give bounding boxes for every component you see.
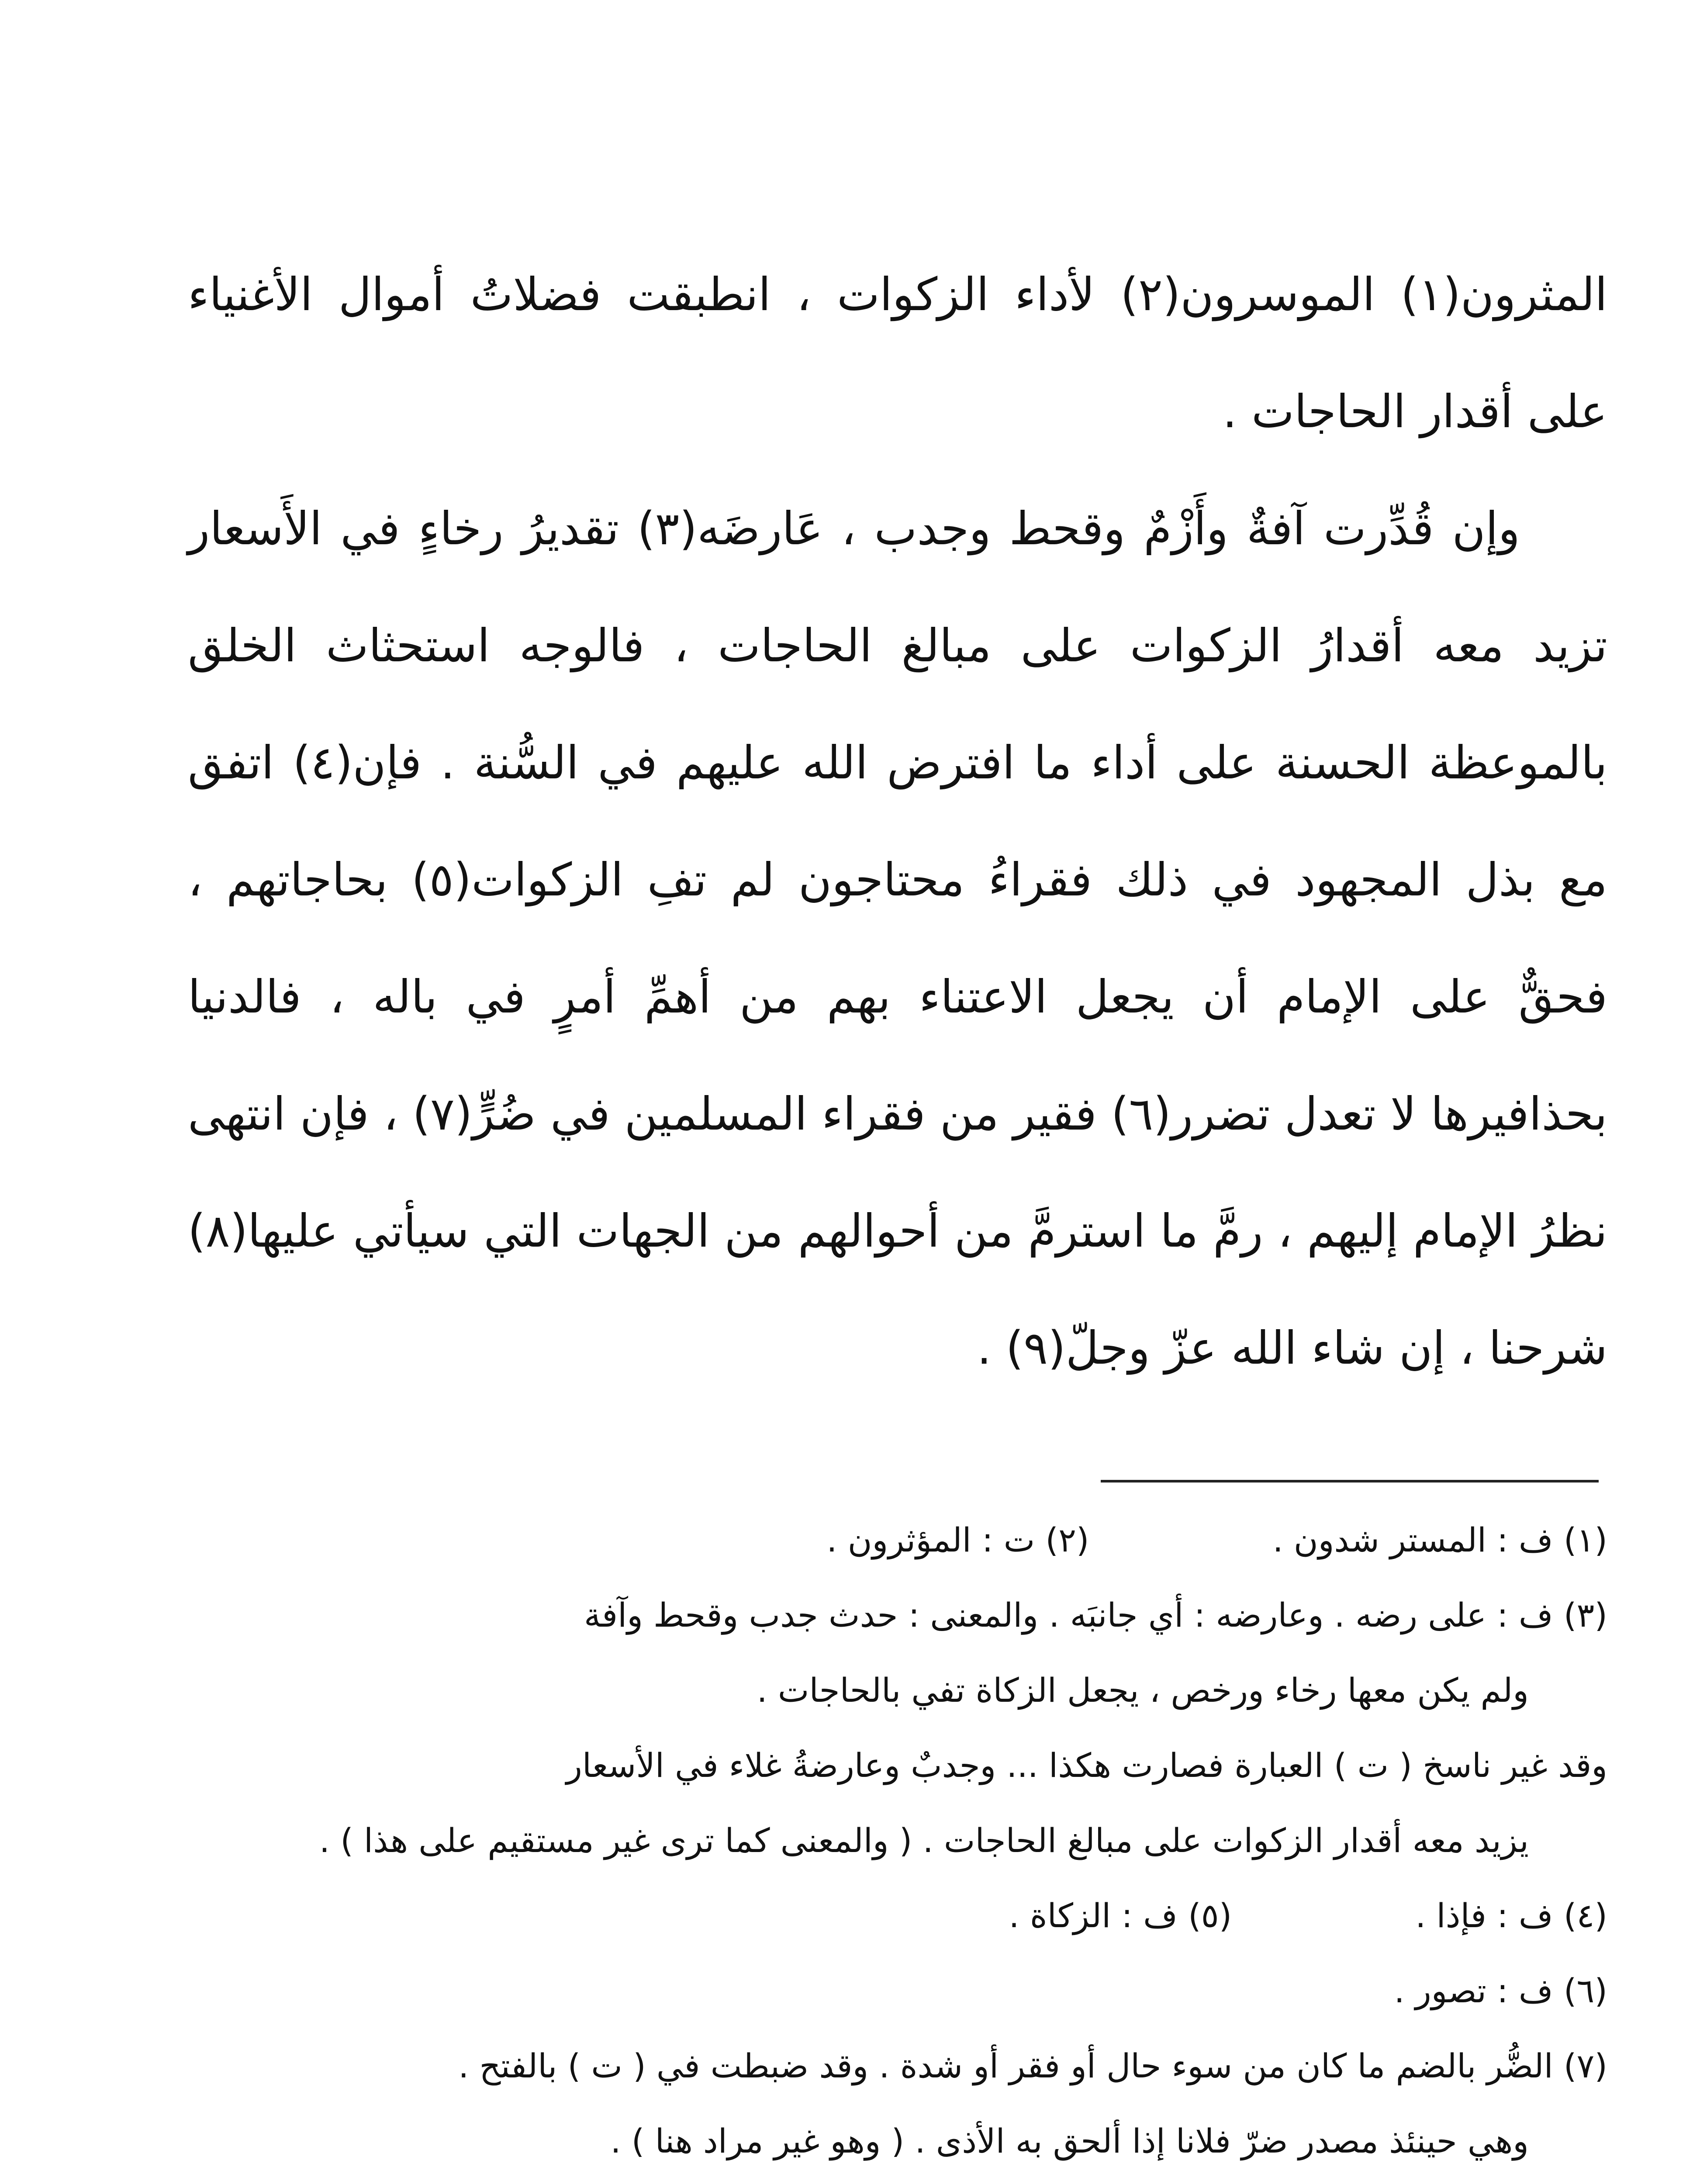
footnote-item: (٤) ف : فإذا . — [1415, 1896, 1607, 1935]
footnote-line — [188, 2179, 1607, 2184]
footnote-line — [188, 1728, 1607, 1803]
footnote-item — [903, 2179, 1118, 2184]
footnote-line — [188, 2104, 1607, 2179]
footnote-item: يزيد معه أقدار الزكوات على مبالغ الحاجات . ( والمعنى كما ترى غير مستقيم على هذا ) . — [319, 1821, 1529, 1860]
footnote-line — [188, 1953, 1607, 2028]
footnotes — [188, 1503, 1607, 2184]
paragraph-2: وإن قُدِّرت آفةٌ وأَزْمٌ وقحط وجدب ، عَارضَه(٣) تقديرُ رخاءٍ في الأَسعار تزيد معه أقدارُ الزكوات على مبالغ الحاجات ، فالوجه استحثاث الخلق بالموعظة الحسنة على أداء ما افترض الله عليهم في السُّنة . فإن(٤) اتفق مع بذل المجهود في ذلك فقراءُ محتاجون لم تفِ الزكوات(٥) بحاجاتهم ، فحقٌّ على الإمام أن يجعل الاعتناء بهم من أهمِّ أمرٍ في باله ، فالدنيا بحذافيرها لا تعدل تضرر(٦) فقير من فقراء المسلمين في ضُرٍّ(٧) ، فإن انتهى نظرُ الإمام إليهم ، رمَّ ما استرمَّ من أحوالهم من الجهات التي سيأتي عليها(٨) شرحنا ، إن شاء الله عزّ وجلّ(٩) . — [188, 502, 1607, 1375]
footnote-item: (٣) ف : على رضه . وعارضه : أي جانبَه . والمعنى : حدث جدب وقحط وآفة — [584, 1596, 1607, 1635]
footnote-item — [1302, 2179, 1607, 2184]
footnote-line — [188, 1503, 1607, 1578]
footnote-item: (٧) الضُّر بالضم ما كان من سوء حال أو فقر أو شدة . وقد ضبطت في ( ت ) بالفتح . — [458, 2046, 1607, 2085]
main-text — [188, 236, 1607, 1406]
footnote-line — [188, 2028, 1607, 2104]
paragraph-1: المثرون(١) الموسرون(٢) لأداء الزكوات ، انطبقت فضلاتُ أموال الأغنياء على أقدار الحاجات . — [188, 268, 1607, 438]
footnote-divider — [1101, 1480, 1599, 1482]
footnote-item: وهي حينئذ مصدر ضرّ فلانا إذا ألحق به الأذى . ( وهو غير مراد هنا ) . — [610, 2122, 1529, 2160]
footnote-line — [188, 1653, 1607, 1728]
footnote-item: (٥) ف : الزكاة . — [1009, 1896, 1232, 1935]
footnote-item: ولم يكن معها رخاء ورخص ، يجعل الزكاة تفي بالحاجات . — [757, 1671, 1529, 1710]
footnote-line — [188, 1878, 1607, 1953]
footnote-item: (٢) ت : المؤثرون . — [826, 1521, 1089, 1559]
footnote-line — [188, 1803, 1607, 1878]
footnote-line — [188, 1578, 1607, 1653]
footnote-item: (٦) ف : تصور . — [1394, 1971, 1607, 2010]
footnote-item: وقد غير ناسخ ( ت ) العبارة فصارت هكذا ... وجدبٌ وعارضةُ غلاء في الأسعار — [566, 1746, 1607, 1785]
footnote-item: (١) ف : المستر شدون . — [1272, 1521, 1607, 1559]
